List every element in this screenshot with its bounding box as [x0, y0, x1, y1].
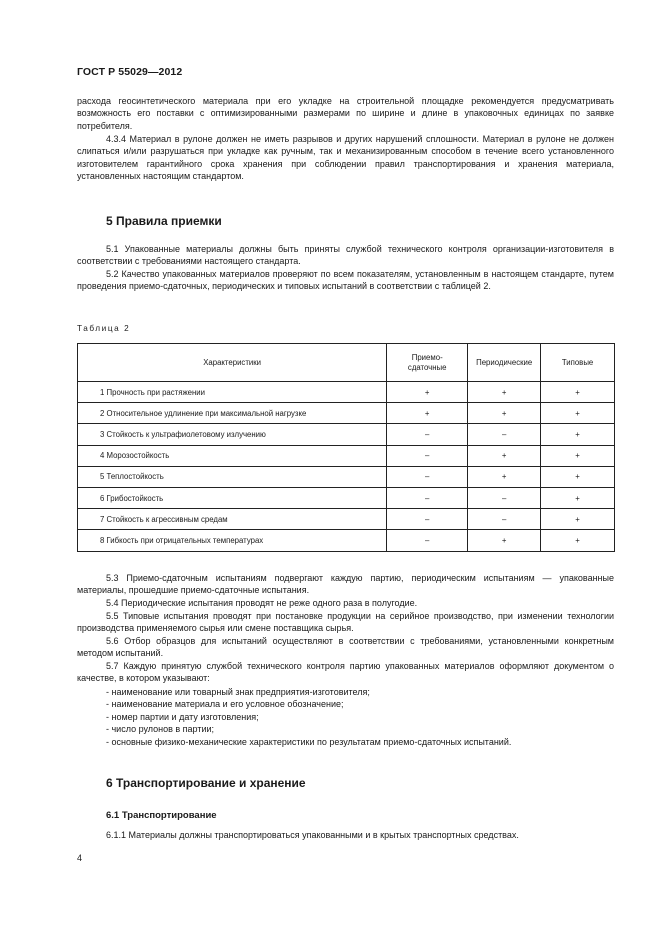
row-acceptance-value: – [387, 445, 468, 466]
row-periodic-value: + [468, 445, 541, 466]
row-characteristic: 5 Теплостойкость [78, 466, 387, 487]
quality-document-list [106, 686, 626, 748]
section-5-heading: 5 Правила приемки [106, 214, 222, 228]
clause-5-6: 5.6 Отбор образцов для испытаний осуществляют в соответствии с требованиями, установленными конкретным методом испытаний. [77, 636, 614, 659]
row-characteristic: 8 Гибкость при отрицательных температурах [78, 530, 387, 551]
row-periodic-value: + [468, 530, 541, 551]
row-characteristic: 2 Относительное удлинение при максимальной нагрузке [78, 403, 387, 424]
list-item: - наименование или товарный знак предприятия-изготовителя; [106, 687, 370, 697]
section-6-heading: 6 Транспортирование и хранение [106, 776, 306, 790]
table-row [78, 445, 615, 466]
row-characteristic: 7 Стойкость к агрессивным средам [78, 509, 387, 530]
clause-5-4: 5.4 Периодические испытания проводят не реже одного раза в полугодие. [106, 598, 418, 608]
table-row [78, 466, 615, 487]
row-acceptance-value: – [387, 487, 468, 508]
list-item: - наименование материала и его условное обозначение; [106, 699, 344, 710]
row-acceptance-value: – [387, 509, 468, 530]
row-characteristic: 1 Прочность при растяжении [78, 382, 387, 403]
header-type: Типовые [541, 344, 615, 382]
row-type-value: + [541, 445, 615, 466]
clause-5-7: 5.7 Каждую принятую службой технического контроля партию упакованных материалов оформляют документом о качестве, в котором указывают: [77, 661, 614, 684]
row-periodic-value: + [468, 382, 541, 403]
header-characteristics: Характеристики [78, 344, 387, 382]
row-type-value: + [541, 487, 615, 508]
row-periodic-value: + [468, 403, 541, 424]
document-header: ГОСТ Р 55029—2012 [77, 66, 183, 78]
row-type-value: + [541, 382, 615, 403]
clause-4-3-4: 4.3.4 Материал в рулоне должен не иметь разрывов и других нарушений сплошности. Материал в рулоне не должен слипаться и/или разрушаться при укладке как ручным, так и механизированным способом в течение всего установленного изготовителем гарантийного срока хранения при соблюдении правил транспортирования и хранения материала, установленных настоящим стандартом. [77, 134, 614, 182]
row-periodic-value: – [468, 487, 541, 508]
table-caption: Таблица 2 [77, 324, 131, 333]
row-periodic-value: – [468, 424, 541, 445]
clause-5-2: 5.2 Качество упакованных материалов проверяют по всем показателям, установленным в настоящем стандарте, путем проведения приемо-сдаточных, периодических и типовых испытаний в соответствии с таблицей 2. [77, 269, 614, 292]
header-periodic: Периодические [468, 344, 541, 382]
row-type-value: + [541, 403, 615, 424]
row-type-value: + [541, 509, 615, 530]
table-header-row [78, 344, 615, 382]
table-row [78, 403, 615, 424]
row-acceptance-value: – [387, 424, 468, 445]
table-row [78, 487, 615, 508]
row-periodic-value: – [468, 509, 541, 530]
row-acceptance-value: – [387, 530, 468, 551]
subsection-6-1-heading: 6.1 Транспортирование [106, 810, 217, 821]
clause-5-5: 5.5 Типовые испытания проводят при постановке продукции на серийное производство, при изменении технологии производства применяемого сырья или смене поставщика сырья. [77, 611, 614, 634]
row-acceptance-value: + [387, 382, 468, 403]
table-row [78, 530, 615, 551]
row-type-value: + [541, 466, 615, 487]
row-characteristic: 3 Стойкость к ультрафиолетовому излучению [78, 424, 387, 445]
list-item: - число рулонов в партии; [106, 724, 215, 735]
clause-5-3: 5.3 Приемо-сдаточным испытаниям подвергают каждую партию, периодическим испытаниям — упакованные материалы, прошедшие приемо-сдаточные испытания. [77, 573, 614, 596]
table-row [78, 509, 615, 530]
page-number: 4 [77, 853, 83, 863]
row-characteristic: 4 Морозостойкость [78, 445, 387, 466]
header-acceptance: Приемо-сдаточные [387, 344, 468, 382]
table-row [78, 382, 615, 403]
table-2 [77, 343, 615, 552]
intro-paragraph: расхода геосинтетического материала при его укладке на строительной площадке рекомендуется предусматривать возможность его поставки с оптимизированными размерами по ширине и длине в упаковочных единицах по заявке потребителя. [77, 96, 614, 131]
list-item: - основные физико-механические характеристики по результатам приемо-сдаточных испытаний. [106, 736, 512, 747]
row-type-value: + [541, 424, 615, 445]
row-periodic-value: + [468, 466, 541, 487]
table-row [78, 424, 615, 445]
row-characteristic: 6 Грибостойкость [78, 487, 387, 508]
clause-6-1-1: 6.1.1 Материалы должны транспортироваться упакованными и в крытых транспортных средствах. [106, 830, 519, 840]
row-acceptance-value: + [387, 403, 468, 424]
row-acceptance-value: – [387, 466, 468, 487]
list-item: - номер партии и дату изготовления; [106, 711, 259, 722]
clause-5-1: 5.1 Упакованные материалы должны быть приняты службой технического контроля организации-изготовителя в соответствии с требованиями настоящего стандарта. [77, 244, 614, 267]
row-type-value: + [541, 530, 615, 551]
